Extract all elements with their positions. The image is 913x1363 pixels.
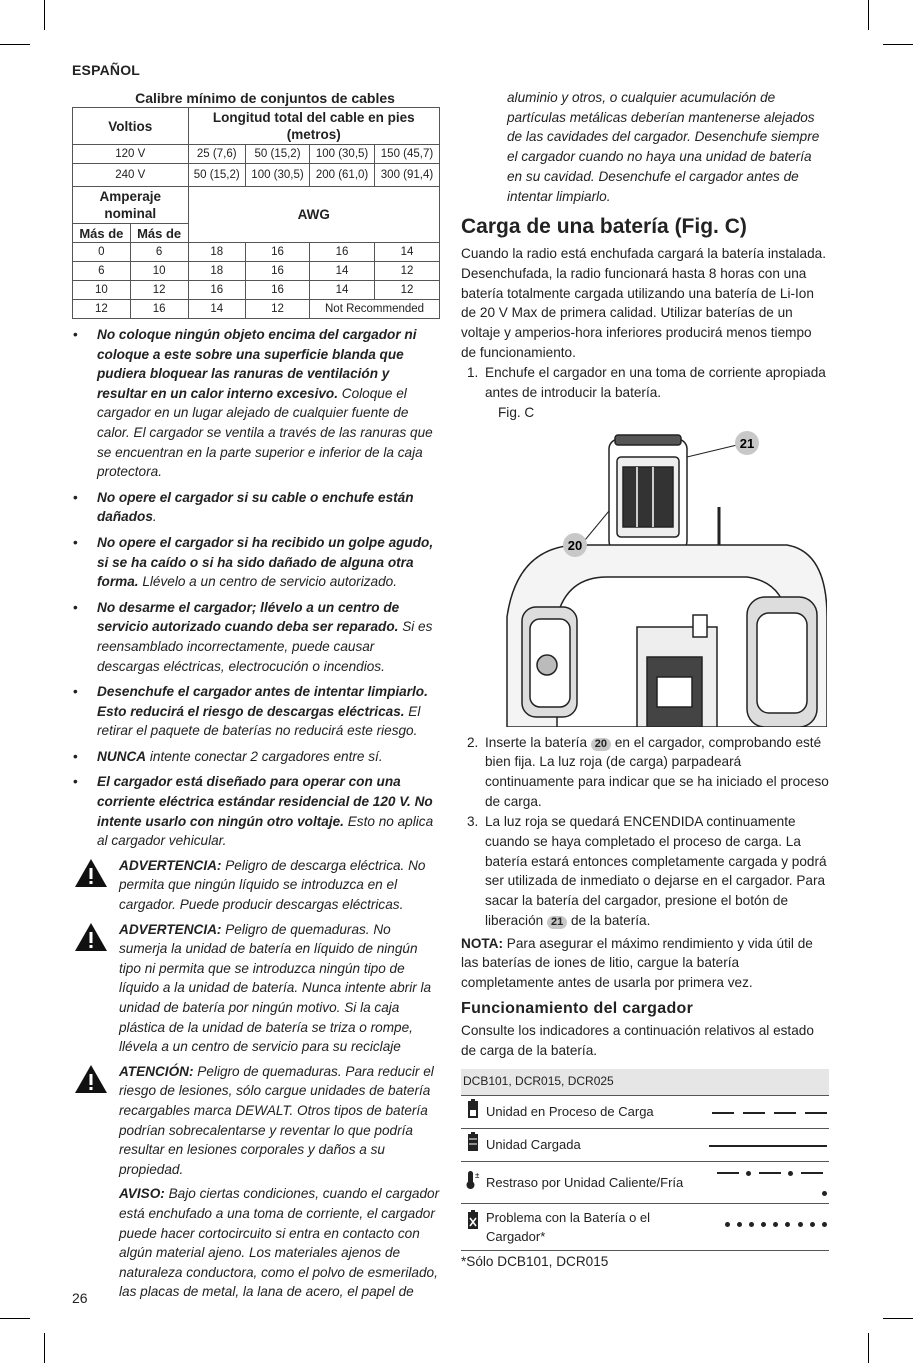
table-cell: 50 (15,2): [245, 145, 309, 164]
safety-bullet: • El cargador está diseñado para operar con una corriente eléctrica estándar residencial de 120 V. No intente usarlo con ningún otro voltaje. Esto no aplica al cargador vehicular.: [72, 772, 440, 850]
indicator-label: Unidad Cargada: [485, 1128, 707, 1161]
battery-charging-icon: [467, 1099, 479, 1119]
table-cell: 25 (7,6): [188, 145, 245, 164]
left-column: [72, 90, 440, 1302]
safety-bullet: • No opere el cargador si su cable o enchufe están dañados.: [72, 488, 440, 527]
language-header: ESPAÑOL: [72, 62, 141, 78]
awg-header: AWG: [188, 187, 440, 243]
page-number: 26: [72, 1290, 88, 1306]
warning-block: ADVERTENCIA: Peligro de descarga eléctrica. No permita que ningún líquido se introduzca en el cargador. Puede producir descargas eléctricas.: [72, 856, 440, 915]
table-cell: 16: [188, 281, 245, 300]
crop-mark: [868, 0, 869, 30]
callout-badge-21: 21: [547, 916, 567, 929]
pattern-solid: [707, 1128, 829, 1161]
table-cell: 16: [130, 300, 188, 319]
table-row: [73, 281, 440, 300]
callout-20: 20: [567, 537, 583, 553]
table-row: [73, 164, 440, 187]
step-1: 1. Enchufe el cargador en una toma de corriente apropiada antes de introducir la batería.: [467, 365, 826, 401]
pattern-dash-dot: [707, 1161, 829, 1203]
table-cell: 14: [310, 262, 375, 281]
table-cell: 18: [188, 243, 245, 262]
caution-block: ATENCIÓN: Peligro de quemaduras. Para reducir el riesgo de lesiones, sólo cargue unidades de batería recargables marca DEWALT. Otros tipos de batería podrían sobrecalentarse y reventar lo que podría resultar en lesiones corporales y daños a su propiedad.: [72, 1062, 440, 1180]
not-more-than-header: Más de: [130, 224, 188, 243]
table-cell: 18: [188, 262, 245, 281]
table-cell: 16: [245, 281, 309, 300]
table-cell: 50 (15,2): [188, 164, 245, 187]
safety-bullet: • No opere el cargador si ha recibido un golpe agudo, si se ha caído o si ha sido dañado de alguna otra forma. Llévelo a un centro de servicio autorizado.: [72, 533, 440, 592]
table-cell: 10: [130, 262, 188, 281]
crop-mark: [0, 44, 30, 45]
indicator-label: Problema con la Batería o el Cargador*: [485, 1204, 707, 1251]
crop-mark: [44, 1333, 45, 1363]
table-cell: 14: [310, 281, 375, 300]
battery-error-icon: [467, 1210, 479, 1230]
safety-bullet: • Desenchufe el cargador antes de intentar limpiarlo. Esto reducirá el riesgo de descargas eléctricas. El retirar el paquete de baterías no reducirá este riesgo.: [72, 682, 440, 741]
radio-charger-drawing: [497, 427, 827, 727]
table-cell: 12: [375, 262, 440, 281]
table-cell: 16: [245, 243, 309, 262]
table-row: [73, 243, 440, 262]
callout-21: 21: [739, 435, 755, 451]
step-3: 3. La luz roja se quedará ENCENDIDA continuamente cuando se haya completado el proceso de carga. La batería estará entonces completamente cargada y podrá ser utilizada de inmediato o dejarse en el cargador. Para sacar la batería del cargador, presione el botón de liberación 21 de la batería.: [467, 814, 827, 928]
crop-mark: [868, 1333, 869, 1363]
more-than-header: Más de: [73, 224, 131, 243]
crop-mark: [883, 44, 913, 45]
table-cell: 300 (91,4): [375, 164, 440, 187]
table-cell: 100 (30,5): [310, 145, 375, 164]
table-cell: 16: [245, 262, 309, 281]
volts-header: Voltios: [73, 108, 189, 145]
cable-table-caption: Calibre mínimo de conjuntos de cables: [135, 90, 395, 106]
table-cell: 16: [310, 243, 375, 262]
table-row: [73, 145, 440, 164]
amperage-header: Amperaje nominal: [73, 187, 189, 224]
indicator-label: Unidad en Proceso de Carga: [485, 1095, 707, 1128]
warning-triangle-icon: [74, 858, 108, 888]
note-paragraph: NOTA: Para asegurar el máximo rendimiento y vida útil de las baterías de iones de litio, cargue la batería completamente antes de usarla por primera vez.: [461, 935, 813, 990]
crop-mark: [883, 1318, 913, 1319]
warning-block: ADVERTENCIA: Peligro de quemaduras. No sumerja la unidad de batería en líquido de ningún tipo ni permita que se introduzca ningún tipo de líquido a la unidad de batería. Nunca intente abrir la unidad de batería por ningún motivo. Si la caja plástica de la unidad de batería se triza o rompe, llévela a un centro de servicio para su reciclaje: [72, 920, 440, 1057]
table-cell: 0: [73, 243, 131, 262]
figure-c-illustration: [497, 427, 827, 727]
safety-bullet: • No coloque ningún objeto encima del cargador ni coloque a este sobre una superficie blanda que pudiera bloquear las ranuras de ventilación y resultar en un calor interno excesivo. Coloque el cargador en un lugar alejado de cualquier fuente de calor. El cargador se ventila a través de las ranuras que se encuentran en la parte superior e inferior de la caja protectora.: [72, 325, 440, 482]
step-2: 2. Inserte la batería 20 en el cargador, comprobando esté bien fija. La luz roja (de carga) parpadeará continuamente para indicar que se ha iniciado el proceso de carga.: [467, 734, 829, 809]
table-row: [461, 1161, 829, 1203]
crop-mark: [0, 1318, 30, 1319]
length-header: Longitud total del cable en pies (metros): [188, 108, 440, 145]
indicator-table-header: DCB101, DCR015, DCR025: [461, 1069, 829, 1096]
pattern-long-dashes: [707, 1095, 829, 1128]
table-cell: 6: [130, 243, 188, 262]
safety-bullet: • No desarme el cargador; llévelo a un centro de servicio autorizado cuando deba ser reparado. Si es reensamblado incorrectamente, puede causar descargas eléctricas, electrocución o incendios.: [72, 598, 440, 676]
right-column: [461, 88, 829, 1272]
thermometer-icon: [464, 1170, 482, 1190]
table-row: [461, 1095, 829, 1128]
table-row: [461, 1128, 829, 1161]
cable-gauge-table: [72, 107, 440, 319]
safety-bullet: • NUNCA intente conectar 2 cargadores entre sí.: [72, 747, 440, 767]
battery-full-icon: [467, 1132, 479, 1152]
table-cell: 150 (45,7): [375, 145, 440, 164]
pattern-dots: [707, 1204, 829, 1251]
intro-paragraph: Cuando la radio está enchufada cargará la batería instalada. Desenchufada, la radio funcionará hasta 8 horas con una batería totalmente cargada utilizando una batería de Li-Ion de 20 V Max de primera calidad. Utilizar baterías de un voltaje y amperios-hora inferiores producirá menos tiempo de funcionamiento.: [461, 246, 827, 360]
table-cell: 6: [73, 262, 131, 281]
subsection-title: Funcionamiento del cargador: [461, 999, 694, 1017]
callout-badge-20: 20: [591, 738, 611, 751]
footnote: *Sólo DCB101, DCR015: [461, 1254, 609, 1270]
warning-triangle-icon: [74, 922, 108, 952]
section-title: Carga de una batería (Fig. C): [461, 215, 747, 239]
crop-mark: [44, 0, 45, 30]
svg-text:±: ±: [475, 1170, 480, 1180]
table-cell: 200 (61,0): [310, 164, 375, 187]
table-cell: 100 (30,5): [245, 164, 309, 187]
table-cell: 10: [73, 281, 131, 300]
table-cell: 120 V: [73, 145, 189, 164]
subsection-intro: Consulte los indicadores a continuación relativos al estado de carga de la batería.: [461, 1023, 814, 1059]
figure-label: Fig. C: [498, 404, 535, 420]
table-row: [73, 300, 440, 319]
table-row: [461, 1204, 829, 1251]
table-cell: 12: [73, 300, 131, 319]
indicator-label: Restraso por Unidad Caliente/Fría: [485, 1161, 707, 1203]
table-row: [73, 262, 440, 281]
table-cell: 12: [375, 281, 440, 300]
notice-block: AVISO: Bajo ciertas condiciones, cuando el cargador está enchufado a una toma de corriente, el cargador puede hacer cortocircuito si entra en contacto con algún material ajeno. Los materiales ajenos de naturaleza conductora, como el polvo de esmerilado, las placas de metal, la lana de acero, el papel de: [119, 1186, 440, 1300]
warning-triangle-icon: [74, 1064, 108, 1094]
not-recommended-cell: Not Recommended: [310, 300, 440, 319]
continuation-text: aluminio y otros, o cualquier acumulación de partículas metálicas deberían mantenerse alejados de las cavidades del cargador. Desenchufe siempre el cargador cuando no haya una unidad de batería en su cavidad. Desenchufe el cargador antes de intentar limpiarlo.: [507, 90, 820, 204]
charger-indicator-table: [461, 1069, 829, 1251]
table-cell: 14: [188, 300, 245, 319]
table-cell: 240 V: [73, 164, 189, 187]
table-cell: 12: [245, 300, 309, 319]
table-cell: 12: [130, 281, 188, 300]
table-cell: 14: [375, 243, 440, 262]
